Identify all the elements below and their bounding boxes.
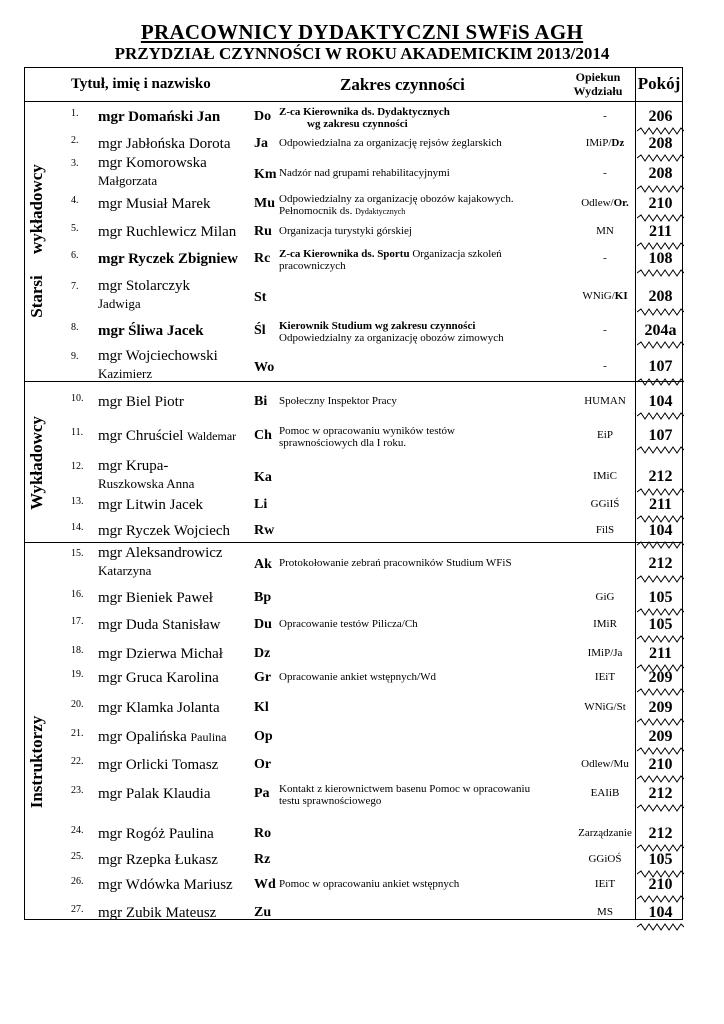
staff-name: mgr Zubik Mateusz [98, 905, 217, 921]
row-separator-wave [637, 214, 684, 222]
room-number: 209 [648, 728, 673, 745]
page-title: PRACOWNICY DYDAKTYCZNI SWFiS AGH [140, 20, 584, 44]
faculty-guardian: EiP [597, 429, 613, 441]
row-separator-wave [637, 446, 684, 454]
duties: Odpowiedzialna za organizację rejsów żeglarskich [279, 137, 502, 149]
staff-name: mgr Duda Stanisław [98, 617, 221, 633]
faculty-guardian: GiG [595, 591, 615, 603]
faculty-guardian: GGiIŚ [590, 498, 620, 510]
staff-abbr: Bp [254, 590, 272, 605]
row-separator-wave [637, 688, 684, 696]
row-separator-wave [637, 923, 684, 931]
row-number: 27. [71, 904, 84, 915]
duties: Protokołowanie zebrań pracowników Studium WFiS [279, 557, 512, 569]
room-number: 212 [648, 785, 673, 802]
faculty-guardian: FilS [595, 524, 615, 536]
room-number: 105 [648, 589, 673, 606]
row-separator-wave [637, 154, 684, 162]
room-number: 209 [648, 699, 673, 716]
row-number: 2. [71, 135, 79, 146]
staff-abbr: Śl [254, 323, 266, 338]
staff-name: mgr Aleksandrowicz Katarzyna [98, 545, 223, 578]
staff-abbr: Ro [254, 826, 272, 841]
staff-name: mgr Dzierwa Michał [98, 646, 223, 662]
row-number: 18. [71, 645, 84, 656]
staff-abbr: Op [254, 729, 273, 744]
faculty-guardian: EAIiB [590, 787, 620, 799]
row-number: 19. [71, 669, 84, 680]
row-separator-wave [637, 575, 684, 583]
staff-abbr: St [254, 290, 267, 305]
staff-abbr: Du [254, 617, 272, 632]
staff-abbr: Km [254, 167, 277, 182]
faculty-guardian: - [603, 110, 607, 122]
duties: Odpowiedzialny za organizację obozów kajakowych. Pełnomocnik ds. Dydaktycznych [279, 193, 514, 217]
row-separator-wave [637, 341, 684, 349]
room-number: 108 [648, 250, 673, 267]
row-number: 15. [71, 548, 84, 559]
room-number: 208 [648, 165, 673, 182]
faculty-guardian: IMiP/Ja [587, 647, 623, 659]
row-number: 10. [71, 393, 84, 404]
room-number: 104 [648, 522, 673, 539]
row-number: 21. [71, 728, 84, 739]
faculty-guardian: - [603, 252, 607, 264]
faculty-guardian: GGiOŚ [588, 853, 622, 865]
room-number: 212 [648, 555, 673, 572]
staff-name: mgr Śliwa Jacek [98, 323, 204, 339]
row-separator-wave [637, 608, 684, 616]
row-separator-wave [637, 308, 684, 316]
row-separator-wave [637, 747, 684, 755]
row-separator-wave [637, 488, 684, 496]
staff-abbr: Ja [254, 136, 268, 151]
staff-abbr: Pa [254, 786, 270, 801]
room-number: 208 [648, 135, 673, 152]
row-number: 5. [71, 223, 79, 234]
row-number: 12. [71, 461, 84, 472]
staff-abbr: Wd [254, 877, 276, 892]
row-separator-wave [637, 895, 684, 903]
row-separator-wave [637, 804, 684, 812]
staff-name: mgr Gruca Karolina [98, 670, 219, 686]
page-subtitle: PRZYDZIAŁ CZYNNOŚCI W ROKU AKADEMICKIM 2013/2014 [114, 44, 610, 63]
staff-name: mgr Wojciechowski Kazimierz [98, 348, 218, 381]
duties: Z-ca Kierownika ds. Sportu Organizacja szkoleń pracowniczych [279, 248, 502, 272]
staff-abbr: Bi [254, 394, 268, 409]
staff-abbr: Kl [254, 700, 269, 715]
room-number: 204a [644, 322, 677, 339]
staff-abbr: Wo [254, 360, 275, 375]
staff-name: mgr Rzepka Łukasz [98, 852, 218, 868]
duties: Organizacja turystyki górskiej [279, 225, 412, 237]
staff-name: mgr Biel Piotr [98, 394, 184, 410]
staff-name: mgr Chruściel Waldemar [98, 428, 237, 444]
row-separator-wave [637, 269, 684, 277]
staff-name: mgr Ruchlewicz Milan [98, 224, 237, 240]
row-number: 4. [71, 195, 79, 206]
row-separator-wave [637, 541, 684, 549]
row-number: 1. [71, 108, 79, 119]
staff-name: mgr Rogóż Paulina [98, 826, 214, 842]
row-number: 24. [71, 825, 84, 836]
duties: Pomoc w opracowaniu wyników testów sprawnościowych dla I roku. [279, 425, 455, 449]
row-number: 6. [71, 250, 79, 261]
room-number: 105 [648, 851, 673, 868]
faculty-guardian: Odlew/Or. [581, 197, 629, 209]
staff-abbr: Rz [254, 852, 271, 867]
row-separator-wave [637, 775, 684, 783]
room-number: 211 [648, 223, 673, 240]
staff-abbr: Gr [254, 670, 272, 685]
row-separator-wave [637, 242, 684, 250]
staff-abbr: Ak [254, 557, 272, 572]
staff-abbr: Zu [254, 905, 272, 920]
row-number: 14. [71, 522, 84, 533]
row-separator-wave [637, 378, 684, 386]
staff-name: mgr Stolarczyk Jadwiga [98, 278, 191, 311]
room-number: 107 [648, 427, 673, 444]
staff-abbr: Dz [254, 646, 271, 661]
staff-name: mgr Opalińska Paulina [98, 729, 227, 745]
duties: Z-ca Kierownika ds. Dydaktycznych wg zakresu czynności [279, 106, 450, 130]
room-number: 107 [648, 358, 673, 375]
staff-name: mgr Ryczek Wojciech [98, 523, 231, 539]
staff-abbr: Rw [254, 523, 275, 538]
row-separator-wave [637, 127, 684, 135]
room-number: 208 [648, 288, 673, 305]
staff-name: mgr Ryczek Zbigniew [98, 251, 239, 267]
faculty-guardian: - [603, 324, 607, 336]
row-number: 23. [71, 785, 84, 796]
faculty-guardian: WNiG/KI [582, 290, 628, 302]
room-number: 104 [648, 393, 673, 410]
room-number: 210 [648, 195, 673, 212]
staff-abbr: Mu [254, 196, 275, 211]
faculty-guardian: IMiP/Dz [585, 137, 625, 149]
staff-table: Tytuł, imię i nazwisko Zakres czynności Opiekun Wydziału Pokój Starsi wykładowcy Wykładowcy Instruktorzy 1. mgr Domański Jan Do Z-ca Kierownika ds. Dydaktycznych wg zakresu czynności - 206 2. mgr Jabłońska Dorota Ja Odpowiedzialna za organizację rejsów żeglarskich IMiP/Dz 208 3. mgr Komorowska Małgorzata Km Nadzór nad grupami rehabilitacyjnymi - 208 4. mgr Musiał Marek Mu Odpowiedzialny za organizację obozów kajakowych. Pełnomocnik ds. Dydaktycznych Odlew/Or. 210 5. mgr Ruchlewicz Milan Ru Organizacja turystyki górskiej MN 211 6. mgr Ryczek Zbigniew Rc Z-ca Kierownika ds. Sportu Organizacja szkoleń pracowniczych - 108 7. mgr Stolarczyk Jadwiga St WNiG/KI 208 8. mgr Śliwa Jacek Śl Kierownik Studium wg zakresu czynności Odpowiedzialny za organizację obozów zimowych - 204a 9. mgr Wojciechowski Kazimierz Wo - 107 10. mgr Biel Piotr Bi Społeczny Inspektor Pracy HUMAN 104 11. mgr Chruściel Waldemar Ch Pomoc w opracowaniu wyników testów sprawnościowych dla I roku. EiP 107 12. mgr Krupa- Ruszkowska Anna Ka IMiC 212 13. mgr Litwin Jacek Li GGiIŚ 211 14. mgr Ryczek Wojciech Rw FilS 104 15. mgr Aleksandrowicz Katarzyna Ak Protokołowanie zebrań pracowników Studium WFiS 212 16. mgr Bieniek Paweł Bp GiG 105 17. mgr Duda Stanisław Du Opracowanie testów Pilicza/Ch IMiR 105 18. mgr Dzierwa Michał Dz IMiP/Ja 211 19. mgr Gruca Karolina Gr Opracowanie ankiet wstępnych/Wd IEiT 209 20. mgr Klamka Jolanta Kl WNiG/St 209 21. mgr Opalińska Paulina Op 209 22. mgr Orlicki Tomasz Or Odlew/Mu 210 23. mgr Palak Klaudia Pa Kontakt z kierownictwem basenu Pomoc w opracowaniu testu sprawnościowego EAIiB 212 24. mgr Rogóż Paulina Ro Zarządzanie 212 25. mgr Rzepka Łukasz Rz GGiOŚ 105 26. mgr Wdówka Mariusz Wd Pomoc w opracowaniu ankiet wstępnych IEiT 210 27. mgr Zubik Mateusz Zu MS 104 [24, 67, 683, 920]
staff-name: mgr Klamka Jolanta [98, 700, 220, 716]
row-number: 8. [71, 322, 79, 333]
row-number: 11. [71, 427, 84, 438]
faculty-guardian: IMiR [593, 618, 617, 630]
faculty-guardian: MN [596, 225, 614, 237]
room-number: 105 [648, 616, 673, 633]
row-number: 20. [71, 699, 84, 710]
row-separator-wave [637, 635, 684, 643]
faculty-guardian: WNiG/St [584, 701, 626, 713]
duties: Pomoc w opracowaniu ankiet wstępnych [279, 878, 460, 890]
row-number: 26. [71, 876, 84, 887]
header-scope: Zakres czynności [340, 75, 465, 94]
row-number: 13. [71, 496, 84, 507]
section-divider [25, 542, 682, 543]
room-number: 211 [648, 496, 673, 513]
staff-name: mgr Bieniek Paweł [98, 590, 213, 606]
duties: Kierownik Studium wg zakresu czynności Odpowiedzialny za organizację obozów zimowych [279, 320, 504, 344]
staff-abbr: Or [254, 757, 272, 772]
staff-name: mgr Komorowska Małgorzata [98, 155, 207, 188]
row-separator-wave [637, 412, 684, 420]
duties: Kontakt z kierownictwem basenu Pomoc w opracowaniu testu sprawnościowego [279, 783, 531, 807]
staff-name: mgr Palak Klaudia [98, 786, 211, 802]
room-number: 212 [648, 468, 673, 485]
staff-name: mgr Litwin Jacek [98, 497, 203, 513]
header-faculty: Opiekun Wydziału [573, 70, 623, 98]
row-number: 9. [71, 351, 79, 362]
row-separator-wave [637, 718, 684, 726]
staff-name: mgr Musiał Marek [98, 196, 211, 212]
room-number: 210 [648, 756, 673, 773]
faculty-guardian: - [603, 360, 607, 372]
staff-abbr: Ru [254, 224, 272, 239]
staff-name: mgr Orlicki Tomasz [98, 757, 219, 773]
staff-abbr: Rc [254, 251, 271, 266]
row-number: 3. [71, 158, 79, 169]
staff-abbr: Li [254, 497, 268, 512]
row-number: 25. [71, 851, 84, 862]
faculty-guardian: - [603, 167, 607, 179]
room-number: 104 [648, 904, 673, 921]
room-number: 209 [648, 669, 673, 686]
staff-name: mgr Domański Jan [98, 109, 221, 125]
duties: Opracowanie testów Pilicza/Ch [279, 618, 418, 630]
header-room: Pokój [637, 74, 681, 93]
room-number: 211 [648, 645, 673, 662]
staff-name: mgr Wdówka Mariusz [98, 877, 233, 893]
row-number: 17. [71, 616, 84, 627]
row-number: 16. [71, 589, 84, 600]
staff-abbr: Ch [254, 428, 272, 443]
row-number: 22. [71, 756, 84, 767]
faculty-guardian: IEiT [594, 878, 616, 890]
row-separator-wave [637, 185, 684, 193]
staff-abbr: Do [254, 109, 272, 124]
faculty-guardian: IMiC [593, 470, 617, 482]
row-number: 7. [71, 281, 79, 292]
duties: Opracowanie ankiet wstępnych/Wd [279, 671, 436, 683]
room-number: 206 [648, 108, 673, 125]
duties: Nadzór nad grupami rehabilitacyjnymi [279, 167, 450, 179]
faculty-guardian: MS [597, 906, 613, 918]
faculty-guardian: Zarządzanie [578, 827, 632, 839]
staff-abbr: Ka [254, 470, 272, 485]
duties: Społeczny Inspektor Pracy [279, 395, 397, 407]
faculty-guardian: Odlew/Mu [581, 758, 629, 770]
room-number: 210 [648, 876, 673, 893]
staff-name: mgr Krupa- Ruszkowska Anna [98, 458, 195, 491]
header-name: Tytuł, imię i nazwisko [71, 76, 211, 92]
faculty-guardian: IEiT [594, 671, 616, 683]
faculty-guardian: HUMAN [584, 395, 626, 407]
staff-name: mgr Jabłońska Dorota [98, 136, 231, 152]
table-header [25, 68, 682, 102]
room-number: 212 [648, 825, 673, 842]
